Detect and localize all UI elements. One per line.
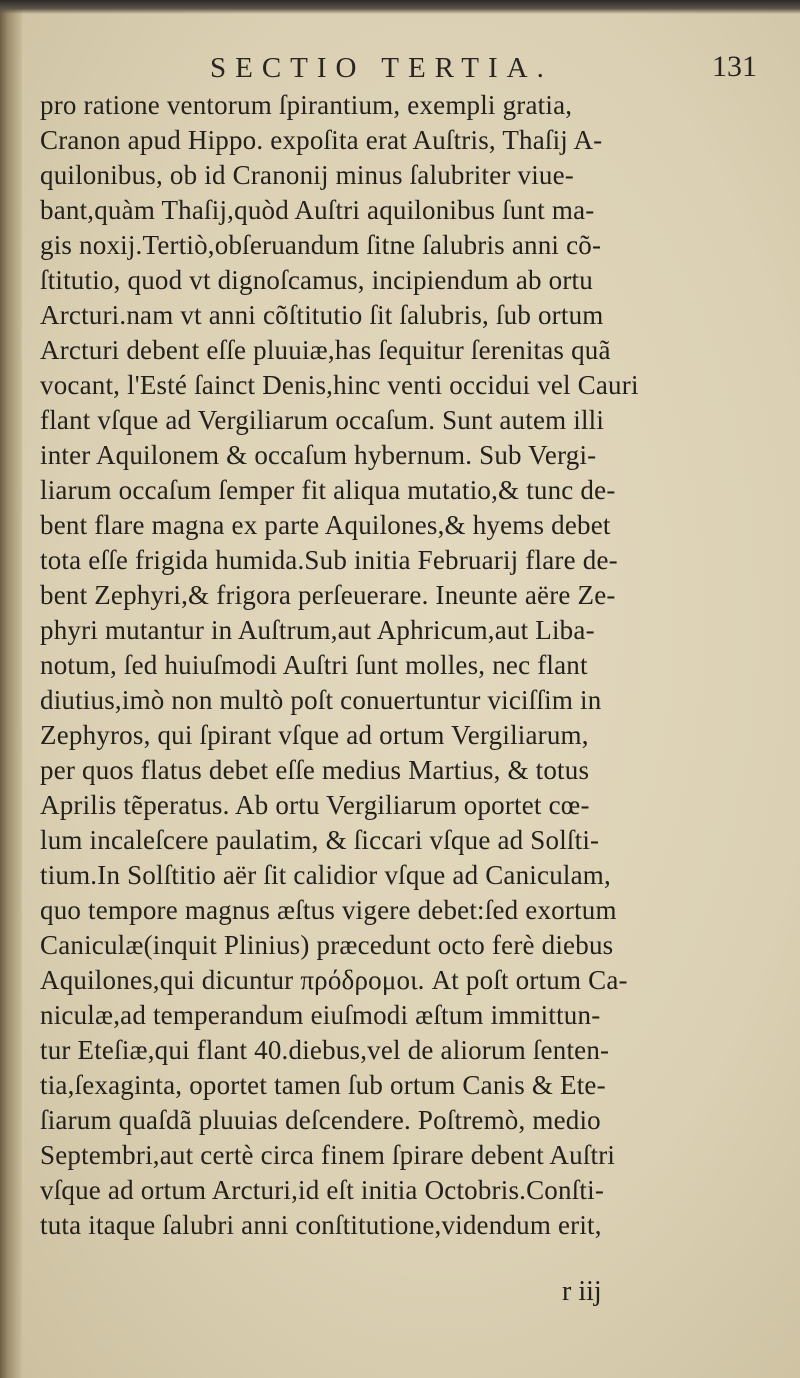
text-line: Caniculæ(inquit Plinius) præcedunt octo ferè diebus [40,930,614,960]
text-line: tur Eteſiæ,qui flant 40.diebus,vel de aliorum ſenten- [40,1035,610,1065]
text-line: Cranon apud Hippo. expoſita erat Auſtris, Thaſij A- [40,125,603,155]
text-line: gis noxij.Tertiò,obſeruandum ſitne ſalubris anni cõ- [40,230,602,260]
text-line: flant vſque ad Vergiliarum occaſum. Sunt autem illi [40,405,605,435]
text-line: lum incaleſcere paulatim, & ſiccari vſque ad Solſti- [40,825,600,855]
text-line: niculæ,ad temperandum eiuſmodi æſtum immittun- [40,1000,601,1030]
text-line: bent Zephyri,& frigora perſeuerare. Ineunte aëre Ze- [40,580,616,610]
text-line: Aquilones,qui dicuntur πρόδρομοι. At poſt ortum Ca- [40,965,628,995]
text-line: Zephyros, qui ſpirant vſque ad ortum Vergiliarum, [40,720,589,750]
text-line: notum, ſed huiuſmodi Auſtri ſunt molles, nec flant [40,650,588,680]
text-line: ſiarum quaſdã pluuias deſcendere. Poſtremò, medio [40,1105,601,1135]
running-head: SECTIO TERTIA. [210,52,553,84]
text-line: quilonibus, ob id Cranonij minus ſalubriter viue- [40,160,574,190]
text-line: tia,ſexaginta, oportet tamen ſub ortum Canis & Ete- [40,1070,606,1100]
text-line: Aprilis tẽperatus. Ab ortu Vergiliarum oportet cœ- [40,790,590,820]
signature-mark: r iij [562,1276,602,1307]
text-line: per quos flatus debet eſſe medius Martius, & totus [40,755,590,785]
text-line: bant,quàm Thaſij,quòd Auſtri aquilonibus ſunt ma- [40,195,595,225]
text-line: tium.In Solſtitio aër ſit calidior vſque ad Caniculam, [40,860,611,890]
text-line: vocant, l'Esté ſainct Denis,hinc venti occidui vel Cauri [40,370,639,400]
text-line: liarum occaſum ſemper fit aliqua mutatio,& tunc de- [40,475,616,505]
text-line: Arcturi.nam vt anni cõſtitutio ſit ſalubris, ſub ortum [40,300,604,330]
text-line: tota eſſe frigida humida.Sub initia Februarij flare de- [40,545,618,575]
page-top-edge [0,0,800,14]
text-line: ſtitutio, quod vt dignoſcamus, incipiendum ab ortu [40,265,593,295]
text-line: Arcturi debent eſſe pluuiæ,has ſequitur ſerenitas quã [40,335,611,365]
text-line: pro ratione ventorum ſpirantium, exempli gratia, [40,90,573,120]
text-line: bent flare magna ex parte Aquilones,& hyems debet [40,510,611,540]
text-block [40,88,790,1243]
text-line: tuta itaque ſalubri anni conſtitutione,videndum erit, [40,1210,602,1240]
text-line: diutius,imò non multò poſt conuertuntur viciſſim in [40,685,602,715]
text-line: inter Aquilonem & occaſum hybernum. Sub Vergi- [40,440,597,470]
page-number: 131 [712,50,757,83]
text-line: vſque ad ortum Arcturi,id eſt initia Octobris.Conſti- [40,1175,605,1205]
text-line: phyri mutantur in Auſtrum,aut Aphricum,aut Liba- [40,615,595,645]
binding-shadow [0,0,22,1378]
text-line: quo tempore magnus æſtus vigere debet:ſed exortum [40,895,617,925]
text-line: Septembri,aut certè circa finem ſpirare debent Auſtri [40,1140,616,1170]
